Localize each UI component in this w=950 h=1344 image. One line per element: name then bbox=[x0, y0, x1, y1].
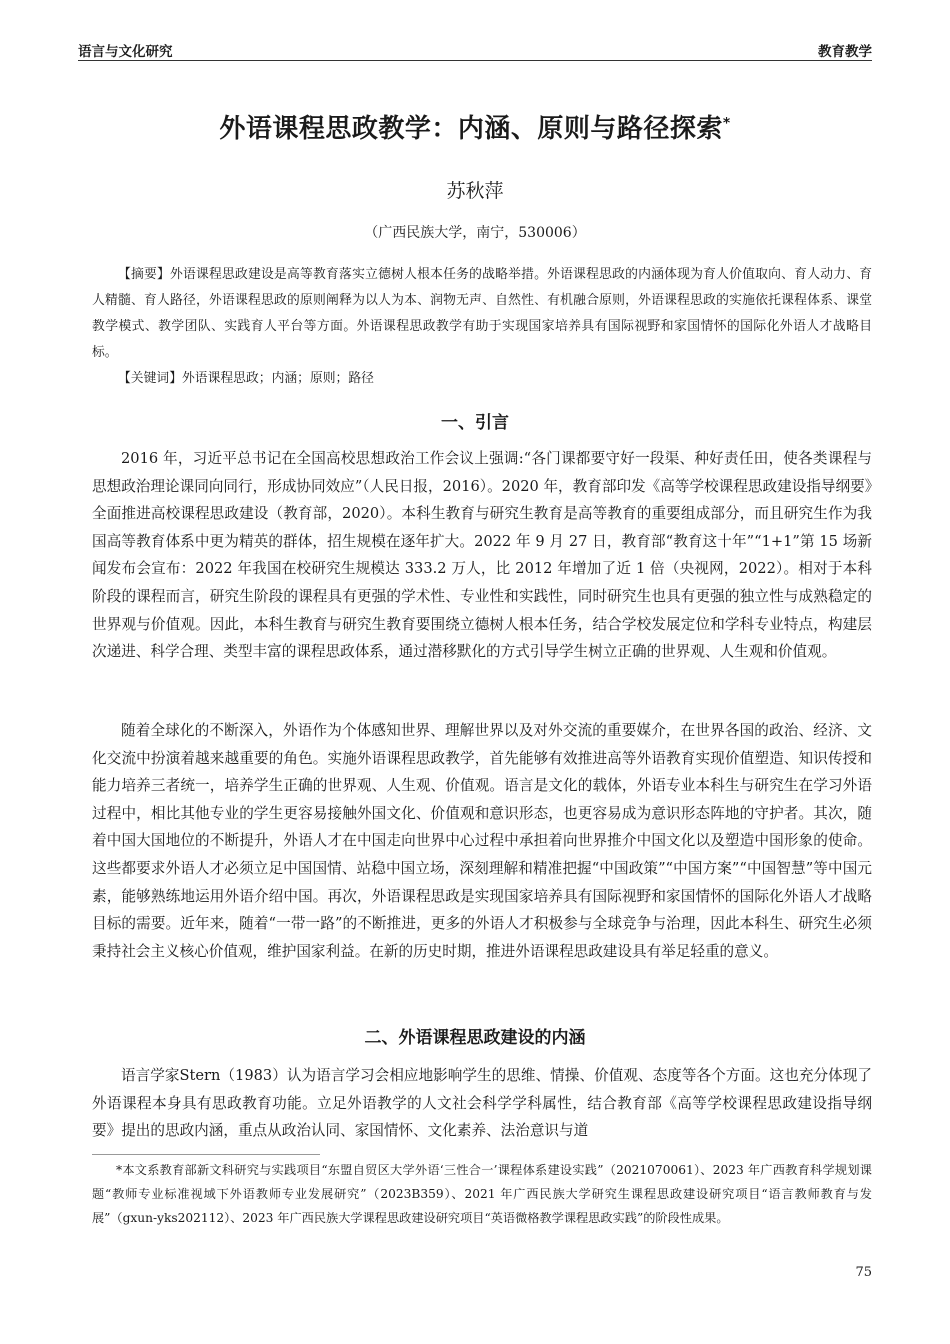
body-paragraph: 随着全球化的不断深入，外语作为个体感知世界、理解世界以及对外交流的重要媒介，在世界各国的政治、经济、文化交流中扮演着越来越重要的角色。实施外语课程思政教学，首先能够有效推进高等外语教育实现价值塑造、知识传授和能力培养三者统一，培养学生正确的世界观、人生观、价值观。语言是文化的载体，外语专业本科生与研究生在学习外语过程中，相比其他专业的学生更容易接触外国文化、价值观和意识形态，也更容易成为意识形态阵地的守护者。其次，随着中国大国地位的不断提升，外语人才在中国走向世界中心过程中承担着向世界推介中国文化以及塑造中国形象的使命。这些都要求外语人才必须立足中国国情、站稳中国立场，深刻理解和精准把握“中国政策”“中国方案”“中国智慧”等中国元素，能够熟练地运用外语介绍中国。再次，外语课程思政是实现国家培养具有国际视野和家国情怀的国际化外语人才战略目标的需要。近年来，随着“一带一路”的不断推进，更多的外语人才积极参与全球竞争与治理，因此本科生、研究生必须秉持社会主义核心价值观，维护国家利益。在新的历史时期，推进外语课程思政建设具有举足轻重的意义。 bbox=[92, 722, 872, 960]
body-paragraph: 语言学家Stern（1983）认为语言学习会相应地影响学生的思维、情操、价值观、态度等各个方面。这也充分体现了外语课程本身具有思政教育功能。立足外语教学的人文社会科学学科属性，结合教育部《高等学校课程思政建设指导纲要》提出的思政内涵，重点从政治认同、家国情怀、文化素养、法治意识与道 bbox=[92, 1067, 872, 1140]
author: 苏秋萍 bbox=[446, 180, 504, 202]
article-title bbox=[78, 108, 872, 145]
keywords: 【关键词】外语课程思政；内涵；原则；路径 bbox=[118, 371, 374, 386]
title-footnote-mark: * bbox=[722, 115, 731, 132]
title-text: 外语课程思政教学：内涵、原则与路径探索 bbox=[219, 114, 723, 144]
running-head bbox=[78, 38, 872, 61]
section-heading-introduction: 一、引言 bbox=[441, 413, 509, 433]
journal-name: 语言与文化研究 bbox=[78, 44, 173, 60]
page-number: 75 bbox=[855, 1265, 872, 1280]
footnote: *本文系教育部新文科研究与实践项目“东盟自贸区大学外语‘三性合一’课程体系建设实践”（2021070061）、2023 年广西教育科学规划课题“教师专业标准视域下外语教师专业发展研究”（2023B359）、2021 年广西民族大学研究生课程思政建设研究项目“语言教师教育与发展”（gxun-yks202112）、2023 年广西民族大学课程思政建设研究项目“英语微格教学课程思政实践”的阶段性成果。 bbox=[92, 1163, 872, 1225]
section-heading-connotation: 二、外语课程思政建设的内涵 bbox=[364, 1028, 586, 1048]
affiliation: （广西民族大学，南宁，530006） bbox=[364, 225, 586, 241]
section-name: 教育教学 bbox=[818, 44, 872, 60]
abstract: 【摘要】外语课程思政建设是高等教育落实立德树人根本任务的战略举措。外语课程思政的内涵体现为育人价值取向、育人动力、育人精髓、育人路径，外语课程思政的原则阐释为以人为本、润物无声、自然性、有机融合原则，外语课程思政的实施依托课程体系、课堂教学模式、教学团队、实践育人平台等方面。外语课程思政教学有助于实现国家培养具有国际视野和家国情怀的国际化外语人才战略目标。 bbox=[92, 267, 872, 360]
body-paragraph: 2016 年，习近平总书记在全国高校思想政治工作会议上强调:“各门课都要守好一段渠、种好责任田，使各类课程与思想政治理论课同向同行，形成协同效应”（人民日报，2016）。2020 年，教育部印发《高等学校课程思政建设指导纲要》全面推进高校课程思政建设（教育部，2020）。本科生教育与研究生教育是高等教育的重要组成部分，而且研究生作为我国高等教育体系中更为精英的群体，招生规模在逐年扩大。2022 年 9 月 27 日，教育部“教育这十年”“1+1”第 15 场新闻发布会宣布：2022 年我国在校研究生规模达 333.2 万人，比 2012 年增加了近 1 倍（央视网，2022）。相对于本科阶段的课程而言，研究生阶段的课程具有更强的学术性、专业性和实践性，同时研究生也具有更强的独立性与成熟稳定的世界观与价值观。因此，本科生教育与研究生教育要围绕立德树人根本任务，结合学校发展定位和学科专业特点，构建层次递进、科学合理、类型丰富的课程思政体系，通过潜移默化的方式引导学生树立正确的世界观、人生观和价值观。 bbox=[92, 450, 872, 661]
footnote-divider bbox=[92, 1154, 320, 1155]
